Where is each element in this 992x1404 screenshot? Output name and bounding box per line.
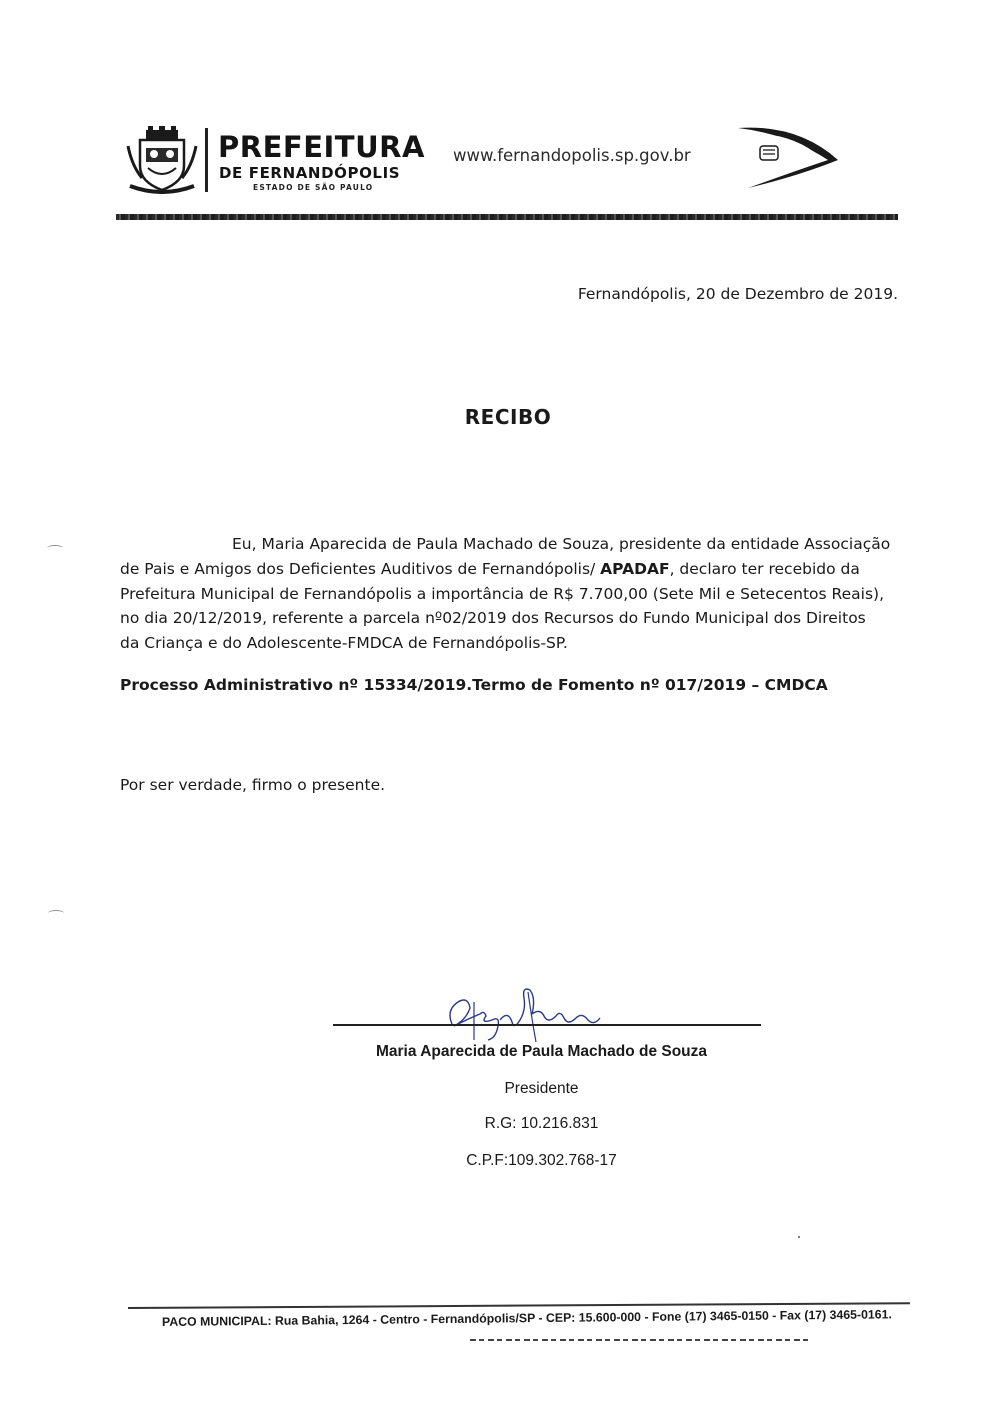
document-title: RECIBO — [464, 405, 552, 429]
signer-rg: R.G: 10.216.831 — [484, 1115, 599, 1132]
date-line: Fernandópolis, 20 de Dezembro de 2019. — [577, 285, 898, 303]
process-reference: Processo Administrativo nº 15334/2019.Termo de Fomento nº 017/2019 – CMDCA — [120, 676, 828, 694]
organization-acronym: APADAF — [600, 560, 670, 578]
body-text-line: Eu, Maria Aparecida de Paula Machado de Souza, presidente da entidade Associação — [232, 535, 891, 553]
signer-cpf: C.P.F:109.302.768-17 — [466, 1152, 617, 1169]
city-emblem-logo — [738, 120, 842, 192]
body-text-segment: de Pais e Amigos dos Deficientes Auditivos de Fernandópolis/ — [120, 560, 601, 578]
brand-subtitle: DE FERNANDÓPOLIS — [219, 164, 401, 182]
body-text-line: Prefeitura Municipal de Fernandópolis a importância de R$ 7.700,00 (Sete Mil e Setecentos Reais), — [120, 585, 885, 603]
body-text-line — [120, 557, 900, 582]
scan-dot — [798, 1236, 800, 1238]
body-text-line: da Criança e do Adolescente-FMDCA de Fernandópolis-SP. — [120, 634, 568, 652]
closing-statement: Por ser verdade, firmo o presente. — [120, 776, 386, 794]
handwritten-signature — [440, 980, 620, 1046]
header-rule — [116, 214, 898, 220]
website-url: www.fernandopolis.sp.gov.br — [453, 146, 691, 165]
footer-address-label: PACO MUNICIPAL: — [161, 1313, 272, 1329]
header-divider — [205, 128, 208, 192]
coat-of-arms-logo — [126, 126, 198, 194]
footer-cut-off-text — [470, 1337, 810, 1342]
signer-name: Maria Aparecida de Paula Machado de Souza — [375, 1043, 708, 1060]
body-text-segment: , declaro ter recebido da — [669, 560, 860, 578]
body-text-line: no dia 20/12/2019, referente a parcela nº02/2019 dos Recursos do Fundo Municipal dos Direitos — [120, 609, 866, 627]
brand-title: PREFEITURA — [218, 130, 425, 164]
brand-state: ESTADO DE SÃO PAULO — [253, 183, 374, 192]
footer-address-text: Rua Bahia, 1264 - Centro - Fernandópolis/SP - CEP: 15.600-000 - Fone (17) 3465-0150 - Fax (17) 3465-0161. — [271, 1307, 892, 1328]
footer-address — [162, 1307, 892, 1329]
signer-role: Presidente — [504, 1080, 579, 1097]
scan-mark — [48, 910, 64, 916]
scan-mark — [47, 545, 63, 551]
signature-line — [333, 1024, 761, 1026]
